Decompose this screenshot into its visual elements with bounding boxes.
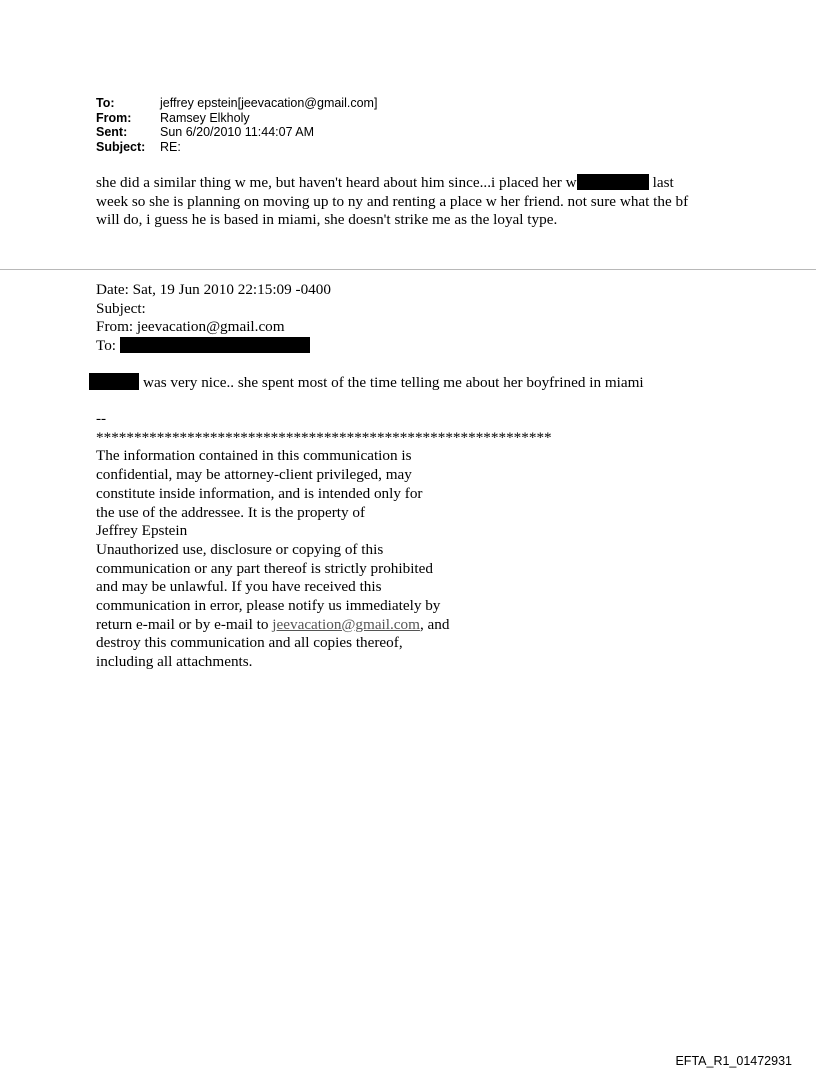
subject-label: Subject: xyxy=(96,139,146,154)
quoted-subject: Subject: xyxy=(96,299,146,317)
signature-stars: ************************************************************ xyxy=(96,428,552,446)
from-value: Ramsey Elkholy xyxy=(160,110,250,125)
disclaimer-line: and may be unlawful. If you have received this xyxy=(96,578,382,596)
quoted-message: was very nice.. she spent most of the time telling me about her boyfrined in miami xyxy=(143,374,644,391)
redaction-box xyxy=(89,373,139,390)
reply-line-3: will do, i guess he is based in miami, she doesn't strike me as the loyal type. xyxy=(96,211,558,229)
return-prefix: return e-mail or by e-mail to xyxy=(96,615,273,633)
disclaimer-line: communication in error, please notify us immediately by xyxy=(96,597,441,615)
sent-value: Sun 6/20/2010 11:44:07 AM xyxy=(160,125,315,140)
from-label: From: xyxy=(96,110,132,125)
redaction-box xyxy=(120,337,310,353)
separator-line xyxy=(0,269,816,270)
disclaimer-line: destroy this communication and all copies thereof, xyxy=(96,634,403,652)
disclaimer-line: including all attachments. xyxy=(96,653,253,671)
quoted-to-row xyxy=(96,337,331,356)
to-label: To: xyxy=(96,96,115,110)
return-suffix: , and xyxy=(419,615,450,633)
quoted-header xyxy=(96,281,331,356)
reply-line-2: week so she is planning on moving up to ny and renting a place w her friend. not sure what the bf xyxy=(96,192,689,210)
signature-dashes: -- xyxy=(96,410,107,427)
disclaimer-line: The information contained in this communication is xyxy=(96,447,412,465)
quoted-message-line xyxy=(89,373,644,393)
disclaimer-line: constitute inside information, and is intended only for xyxy=(96,484,423,502)
disclaimer-line: communication or any part thereof is strictly prohibited xyxy=(96,559,433,577)
reply-body xyxy=(96,174,736,230)
sent-label: Sent: xyxy=(96,125,128,140)
reply-line-1-end: last xyxy=(652,174,674,191)
quoted-to: To: xyxy=(96,337,117,355)
redaction-box xyxy=(577,174,649,190)
subject-row xyxy=(96,140,377,155)
disclaimer-line: the use of the addressee. It is the property of xyxy=(96,503,366,521)
disclaimer-line: Jeffrey Epstein xyxy=(96,522,188,540)
email-link[interactable]: jeevacation@gmail.com xyxy=(272,615,420,633)
disclaimer-line: Unauthorized use, disclosure or copying of this xyxy=(96,540,384,558)
from-row xyxy=(96,111,377,126)
quoted-date: Date: Sat, 19 Jun 2010 22:15:09 -0400 xyxy=(96,281,331,298)
disclaimer-return-line xyxy=(96,616,552,635)
to-value: jeffrey epstein[jeevacation@gmail.com] xyxy=(160,96,378,110)
reply-line-1 xyxy=(96,174,736,193)
sent-row xyxy=(96,125,377,140)
quoted-from: From: jeevacation@gmail.com xyxy=(96,318,285,336)
reply-line-1-text: she did a similar thing w me, but haven't heard about him since...i placed her w xyxy=(96,174,577,191)
signature-block xyxy=(96,410,552,672)
email-header xyxy=(96,96,377,154)
to-row xyxy=(96,96,377,111)
bates-number: EFTA_R1_01472931 xyxy=(675,1054,792,1068)
subject-value: RE: xyxy=(160,139,181,154)
disclaimer-line: confidential, may be attorney-client privileged, may xyxy=(96,466,412,484)
